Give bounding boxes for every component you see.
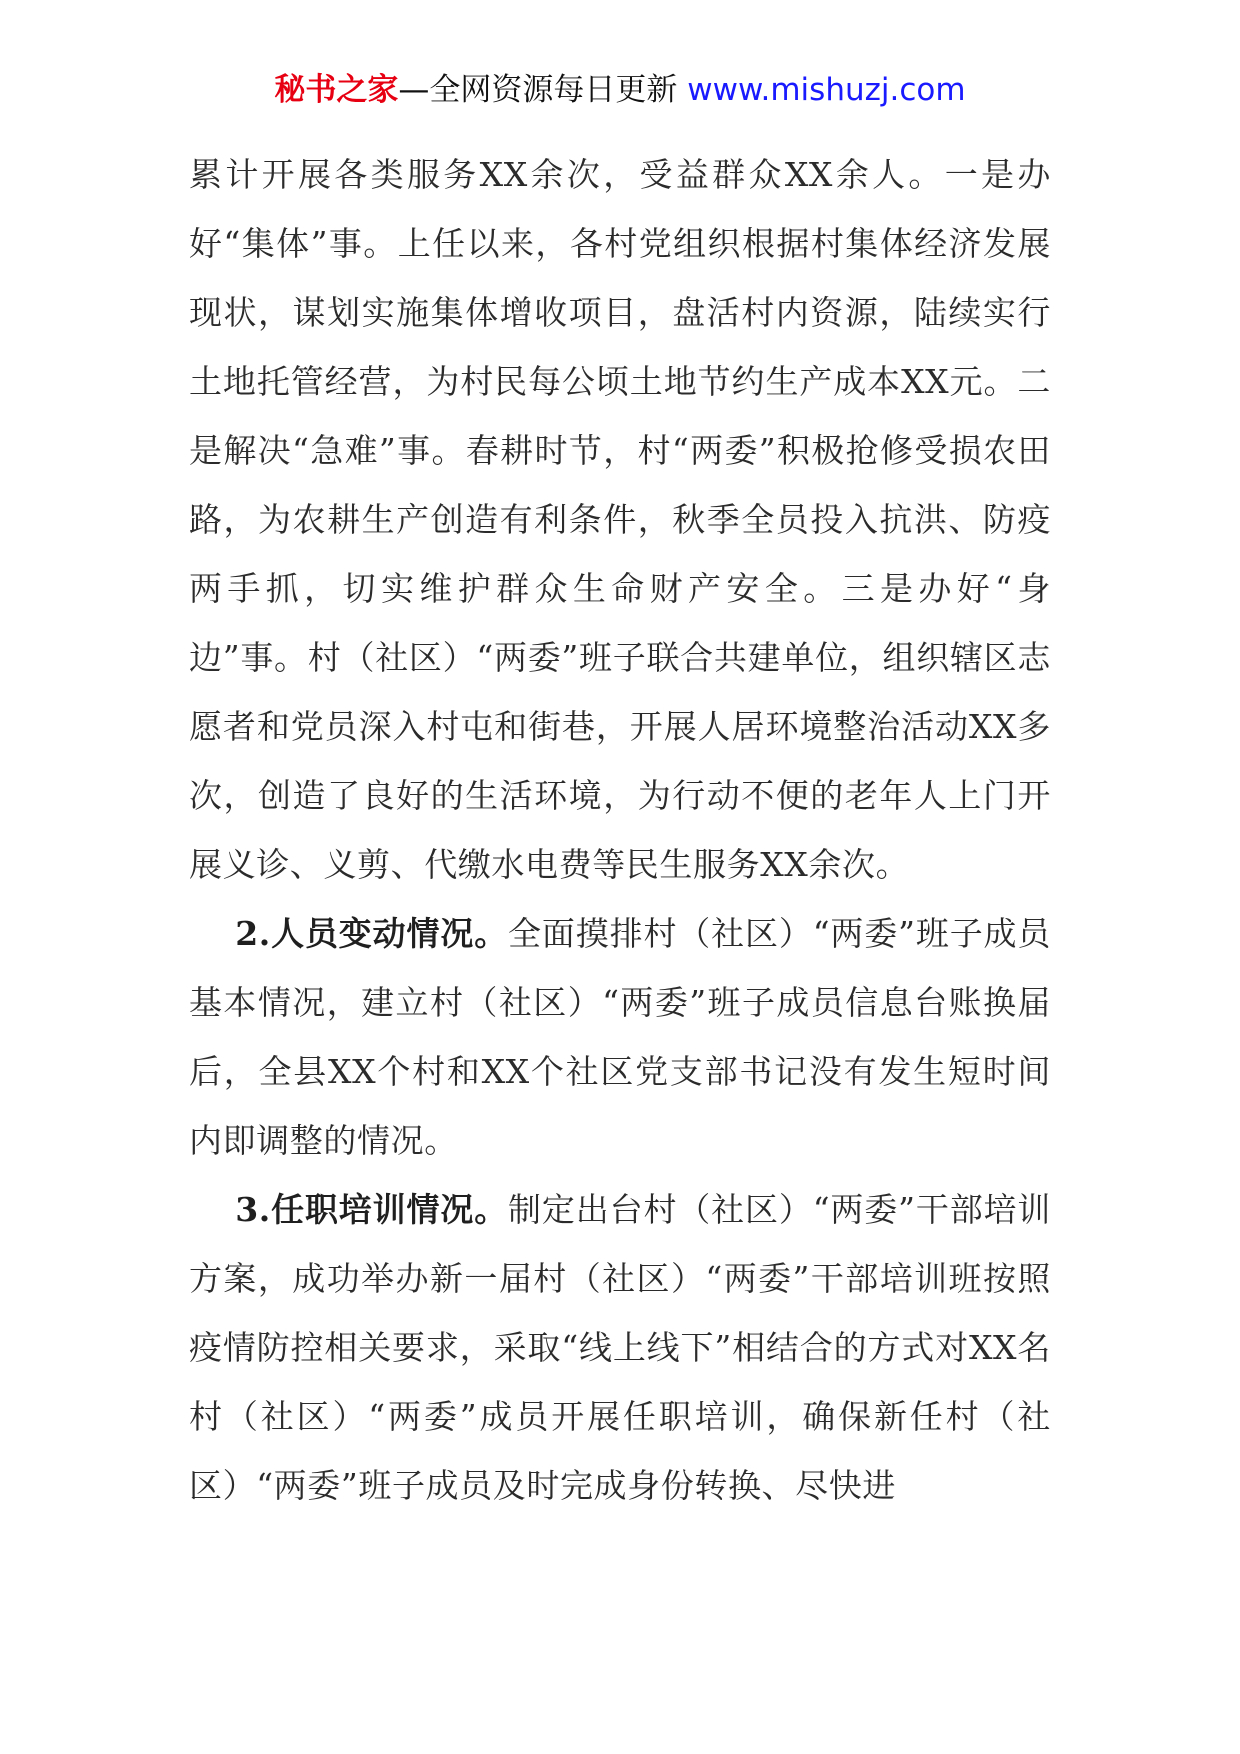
paragraph-text: 制定出台村（社区）“两委”干部培训方案，成功举办新一届村（社区）“两委”干部培训班按照疫情防控相关要求，采取“线上线下”相结合的方式对XX名村（社区）“两委”成员开展任职培训，确保新任村（社区）“两委”班子成员及时完成身份转换、尽快进 bbox=[189, 1190, 1051, 1505]
site-header bbox=[0, 70, 1240, 110]
site-brand: 秘书之家 bbox=[274, 72, 399, 108]
section-heading-personnel: 2.人员变动情况。 bbox=[235, 914, 509, 953]
paragraph-training bbox=[189, 1175, 1051, 1520]
section-heading-training: 3.任职培训情况。 bbox=[235, 1190, 509, 1229]
site-slogan: —全网资源每日更新 bbox=[398, 72, 678, 108]
paragraph-text: 累计开展各类服务XX余次，受益群众XX余人。一是办好“集体”事。上任以来，各村党组织根据村集体经济发展现状，谋划实施集体增收项目，盘活村内资源，陆续实行土地托管经营，为村民每公顷土地节约生产成本XX元。二是解决“急难”事。春耕时节，村“两委”积极抢修受损农田路，为农耕生产创造有利条件，秋季全员投入抗洪、防疫两手抓，切实维护群众生命财产安全。三是办好“身边”事。村（社区）“两委”班子联合共建单位，组织辖区志愿者和党员深入村屯和街巷，开展人居环境整治活动XX多次，创造了良好的生活环境，为行动不便的老年人上门开展义诊、义剪、代缴水电费等民生服务XX余次。 bbox=[189, 155, 1051, 884]
site-url-link[interactable]: www.mishuzj.com bbox=[687, 72, 966, 108]
document-body bbox=[189, 140, 1051, 1520]
paragraph-service-summary bbox=[189, 140, 1051, 899]
paragraph-personnel-changes bbox=[189, 899, 1051, 1175]
paragraph-text: 全面摸排村（社区）“两委”班子成员基本情况，建立村（社区）“两委”班子成员信息台账换届后，全县XX个村和XX个社区党支部书记没有发生短时间内即调整的情况。 bbox=[189, 914, 1051, 1160]
